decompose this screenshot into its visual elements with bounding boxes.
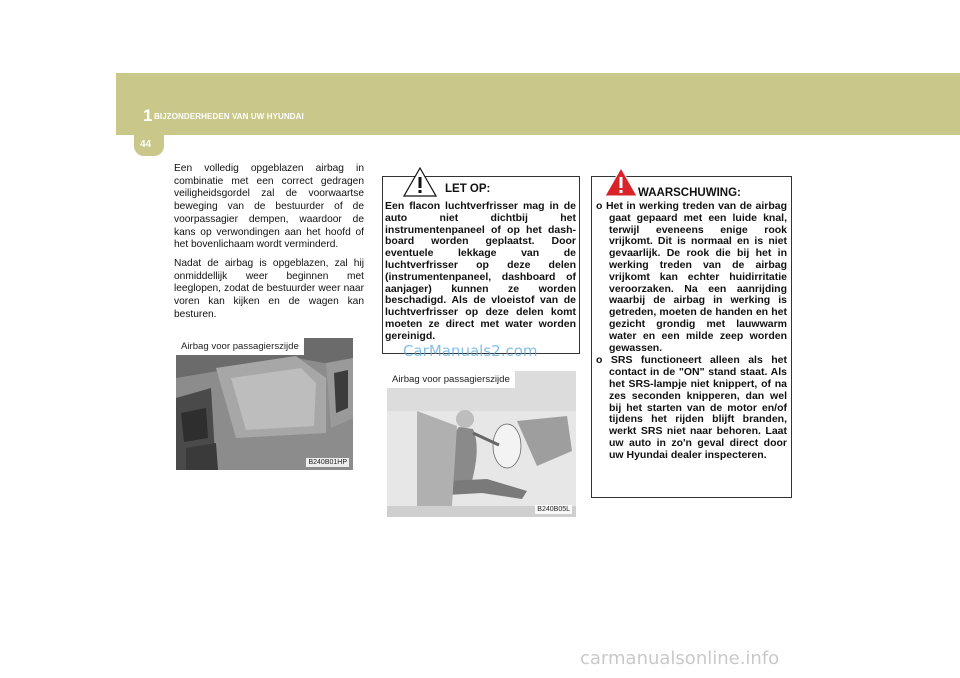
caution-title: LET OP: xyxy=(445,183,491,195)
warning-triangle-icon xyxy=(403,167,437,197)
warning-text xyxy=(596,201,787,463)
page-number: 44 xyxy=(140,139,152,150)
chapter-number: 1 xyxy=(143,106,153,125)
figure-dashboard-airbag xyxy=(176,338,353,470)
figure-label: Airbag voor passagierszijde xyxy=(387,371,515,388)
caution-box xyxy=(382,176,580,354)
chapter-header-band xyxy=(116,73,960,135)
warning-box xyxy=(591,176,792,498)
dashboard-illustration xyxy=(176,338,353,470)
passenger-airbag-illustration xyxy=(387,371,576,517)
warning-item: o SRS functioneert alleen als het contact in de "ON" stand staat. Als het SRS-lampje niet knippert, of na zes seconden knipperen, dan wel bij het starten van de motor en/of tijdens het rijden blijft branden, werkt SRS niet naar behoren. Laat uw auto in zo'n geval direct door uw Hyundai dealer inspecteren. xyxy=(596,354,787,461)
figure-code: B240B01HP xyxy=(308,459,347,466)
watermark-footer: carmanualsonline.info xyxy=(580,648,780,669)
chapter-title: BIJZONDERHEDEN VAN UW HYUNDAI xyxy=(154,112,304,121)
header-divider xyxy=(116,134,134,135)
body-text xyxy=(174,163,364,327)
figure-label: Airbag voor passagierszijde xyxy=(176,338,304,355)
warning-triangle-icon xyxy=(604,167,638,197)
watermark-middle: CarManuals2.com xyxy=(403,342,538,360)
figure-passenger-airbag xyxy=(387,371,576,517)
body-paragraph-1: Een volledig opgeblazen airbag in combinatie met een correct gedragen veiligheidsgordel zal de voorwaartse beweging van de bestuurder of de voorpassagier dempen, waardoor de kans op verwondingen aan het hoofd of het bovenlichaam wordt verminderd. xyxy=(174,163,364,251)
warning-title: WAARSCHUWING: xyxy=(638,187,741,199)
caution-text: Een flacon luchtverfrisser mag in de auto niet dichtbij het instrumentenpaneel of op het dash-board worden geplaatst. Door eventuele lekkage van de luchtverfrisser op deze delen (instrumentenpaneel, dashboard of aanjager) kunnen ze worden beschadigd. Als de vloeistof van de luchtverfrisser op deze delen komt moeten ze direct met water worden gereinigd. xyxy=(385,200,576,342)
body-paragraph-2: Nadat de airbag is opgeblazen, zal hij onmiddellijk weer beginnen met leeglopen, zodat de bestuurder weer naar voren kan kijken en de wagen kan besturen. xyxy=(174,257,364,320)
figure-code: B240B05L xyxy=(537,506,570,513)
warning-item: o Het in werking treden van de airbag gaat gepaard met een luide knal, terwijl eveneens enige rook vrijkomt. Dit is normaal en is niet gevaarlijk. De rook die bij het in werking treden van de airbag vrijkomt kan echter huidirritatie veroorzaken. Na een aanrijding waarbij de airbag in werking is getreden, moeten de handen en het gezicht grondig met lauwwarm water en een milde zeep worden gewassen. xyxy=(596,200,787,354)
